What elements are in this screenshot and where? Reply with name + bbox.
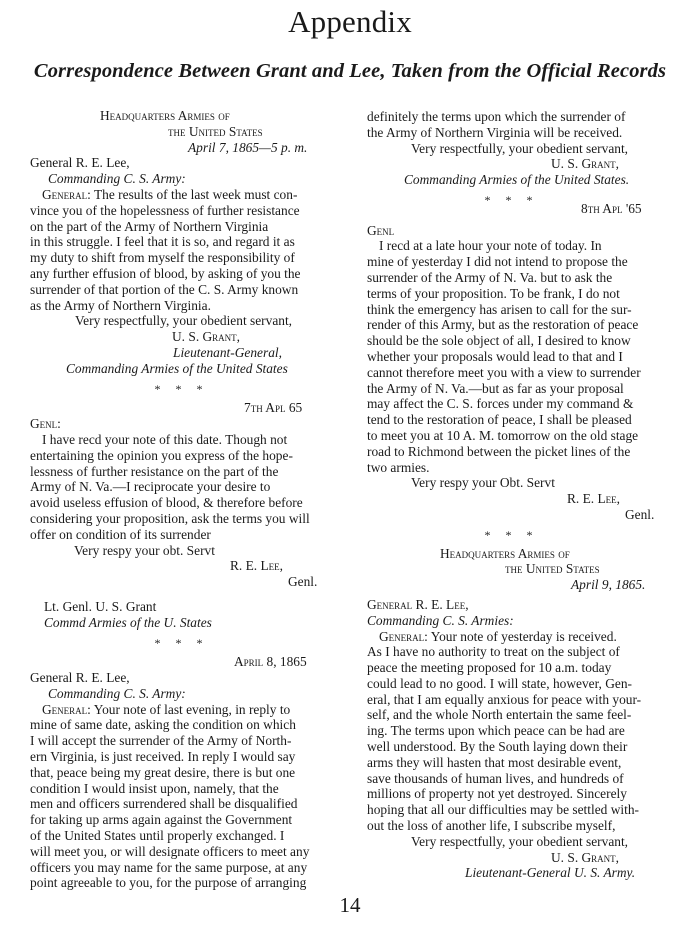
right-column: [367, 109, 656, 881]
letter-date: April 8, 1865: [234, 654, 307, 670]
letter-body-line: will meet you, or will designate officers to meet any: [30, 843, 310, 859]
page-title: Appendix: [288, 4, 412, 39]
letter-heading: the United States: [168, 123, 263, 139]
letter-body-line: self, and the whole North entertain the same feel-: [367, 707, 632, 723]
letter-body-line: whether your proposals would lead to that and I: [367, 348, 623, 364]
letter-recipient-title: Commanding C. S. Army:: [48, 171, 186, 187]
letter-body-line: entertaining the opinion you express of the hope-: [30, 447, 293, 463]
letter-body-line: mine of same date, asking the condition on which: [30, 717, 296, 733]
letter-body-line: well understood. By the South laying down their: [367, 739, 628, 755]
letter-body-line: road to Richmond between the picket lines of the: [367, 443, 631, 459]
letter-body-line: mine of yesterday I did not intend to propose the: [367, 254, 628, 270]
letter-body-line: tend to the restoration of peace, I shall be pleased: [367, 412, 632, 428]
section-divider: * * *: [154, 635, 209, 650]
letter-recipient-title: Commanding C. S. Armies:: [367, 612, 514, 628]
letter-date: April 9, 1865.: [571, 577, 646, 593]
letter-body-line: definitely the terms upon which the surrender of: [367, 109, 626, 124]
letter-body-line: as the Army of Northern Virginia.: [30, 297, 211, 313]
letter-signature: U. S. Grant,: [172, 329, 241, 345]
letter-body-line: I recd at a late hour your note of today. In: [379, 238, 602, 254]
letter-body-line: cannot therefore meet you with a view to surrender: [367, 364, 641, 380]
letter-signature: U. S. Grant,: [551, 849, 620, 865]
section-divider: * * *: [154, 381, 209, 396]
letter-body-line: on the part of the Army of Northern Virginia: [30, 218, 269, 234]
letter-body-line: General: Your note of last evening, in reply to: [42, 701, 291, 717]
page-number: 14: [339, 893, 361, 917]
letter-body-line: condition I would insist upon, namely, that the: [30, 780, 279, 796]
letter-body-line: surrender of the Army of N. Va. but to ask the: [367, 269, 613, 285]
letter-signature-title: Lieutenant-General U. S. Army.: [465, 865, 636, 881]
letter-body-line: offer on condition of its surrender: [30, 526, 211, 542]
section-divider: * * *: [484, 192, 539, 207]
letter-recipient: General R. E. Lee,: [30, 155, 130, 171]
letter-recipient-title: Commd Armies of the U. States: [44, 614, 212, 630]
letter-body-line: to meet you at 10 A. M. tomorrow on the old stage: [367, 427, 639, 443]
letter-body-line: General: Your note of yesterday is received.: [379, 628, 617, 644]
letter-body-line: render of this Army, but as the restoration of peace: [367, 317, 639, 333]
letter-signature-title: Genl.: [288, 574, 318, 590]
letter-body-line: hoping that all our difficulties may be settled with-: [367, 802, 639, 818]
letter-salutation: General: [379, 628, 425, 644]
letter-body-line: my duty to shift from myself the responsibility of: [30, 250, 295, 266]
letter-body-line: for taking up arms again against the Government: [30, 812, 293, 828]
page-subtitle: Correspondence Between Grant and Lee, Taken from the Official Records: [33, 60, 667, 82]
letter-date: 8th Apl '65: [581, 200, 642, 216]
letter-body-line: that, peace being my great desire, there is but one: [30, 764, 296, 780]
letter-body-line: save thousands of human lives, and hundreds of: [367, 770, 624, 786]
letter-body-line: terms of your proposition. To be frank, I do not: [367, 285, 620, 301]
left-column: [30, 108, 333, 891]
letter-body-line: two armies.: [367, 459, 430, 475]
letter-salutation: Genl:: [30, 416, 61, 432]
letter-body-line: arms they will hasten that most desirable event,: [367, 754, 622, 770]
letter-grant-april-7: [30, 108, 333, 377]
letter-body-line: of the United States until properly exchanged. I: [30, 828, 285, 844]
letter-closing: Very respectfully, your obedient servant,: [75, 313, 293, 329]
letter-body-line: men and officers surrendered shall be disqualified: [30, 796, 298, 812]
letter-lee-april-8: [367, 201, 656, 523]
letter-body-line: I will accept the surrender of the Army of North-: [30, 733, 292, 749]
letter-body-line: considering your proposition, ask the terms you will: [30, 510, 310, 526]
letter-body-line: could lead to no good. I will state, however, Gen-: [367, 675, 632, 691]
letter-signature: R. E. Lee,: [567, 491, 621, 507]
letter-body-line: think the emergency has arisen to call for the sur-: [367, 301, 632, 317]
letter-recipient: Lt. Genl. U. S. Grant: [44, 598, 157, 614]
letter-salutation: General: [42, 186, 88, 202]
letter-body-line: the Army of N. Va.—but as far as your proposal: [367, 380, 624, 396]
letter-body-line: peace the meeting proposed for 10 a.m. today: [367, 660, 612, 676]
letter-heading: the United States: [505, 561, 600, 577]
letter-body-line: should be the sole object of all, I desired to know: [367, 333, 631, 349]
letter-signature: R. E. Lee,: [230, 558, 284, 574]
letter-date: April 7, 1865—5 p. m.: [188, 139, 308, 155]
letter-closing: Very respectfully, your obedient servant,: [411, 140, 629, 156]
letter-recipient: General R. E. Lee,: [30, 670, 130, 686]
letter-signature: U. S. Grant,: [551, 156, 620, 172]
letter-body-line: the Army of Northern Virginia will be received.: [367, 124, 623, 140]
letter-body-line: I have recd your note of this date. Though not: [42, 431, 288, 447]
letter-body-line: in this struggle. I feel that it is so, and regard it as: [30, 234, 295, 250]
letter-closing: Very respy your Obt. Servt: [411, 475, 555, 491]
letter-closing: Very respy your obt. Servt: [74, 542, 215, 558]
letter-signature-title: Commanding Armies of the United States: [66, 360, 288, 376]
letter-body-line: millions of property not yet destroyed. Sincerely: [367, 786, 627, 802]
letter-grant-april-8-continued: [367, 109, 656, 188]
letter-signature-title: Commanding Armies of the United States.: [404, 172, 630, 188]
letter-grant-april-9: [367, 546, 656, 882]
letter-body-line: officers you may name for the same purpose, at any: [30, 859, 308, 875]
letter-body-line: surrender of that portion of the C. S. Army known: [30, 281, 299, 297]
letter-body-line: any further effusion of blood, by asking of you the: [30, 265, 301, 281]
letter-heading: Headquarters Armies of: [100, 108, 230, 123]
letter-lee-april-7: [30, 400, 333, 630]
letter-signature-title: Lieutenant-General,: [173, 344, 282, 360]
letter-body-line: may affect the C. S. forces under my command &: [367, 396, 634, 412]
letter-salutation: Genl: [367, 222, 395, 238]
letter-body-line: vince you of the hopelessness of further resistance: [30, 202, 300, 218]
letter-grant-april-8: [30, 654, 333, 891]
letter-body-line: General: The results of the last week must con-: [42, 186, 298, 202]
letter-body-line: out the loss of another life, I subscribe myself,: [367, 818, 616, 834]
letter-body-line: lessness of further resistance on the part of the: [30, 463, 279, 479]
letter-date: 7th Apl 65: [244, 400, 303, 416]
letter-salutation: General: [42, 701, 88, 717]
letter-closing: Very respectfully, your obedient servant,: [411, 833, 629, 849]
letter-heading: Headquarters Armies of: [440, 545, 570, 561]
letter-recipient: General R. E. Lee,: [367, 596, 469, 612]
letter-signature-title: Genl.: [625, 506, 655, 522]
letter-body-line: Army of N. Va.—I reciprocate your desire to: [30, 479, 271, 495]
section-divider: * * *: [484, 527, 539, 542]
letter-body-line: avoid useless effusion of blood, & therefore before: [30, 495, 303, 511]
letter-recipient-title: Commanding C. S. Army:: [48, 685, 186, 701]
letter-body-line: eral, that I am equally anxious for peace with your-: [367, 691, 642, 707]
letter-body-line: ern Virginia, is just received. In reply I would say: [30, 749, 296, 765]
letter-body-line: ing. The terms upon which peace can be had are: [367, 723, 625, 739]
letter-body-line: As I have no authority to treat on the subject of: [367, 644, 620, 660]
letter-body-line: point agreeable to you, for the purpose of arranging: [30, 875, 307, 891]
